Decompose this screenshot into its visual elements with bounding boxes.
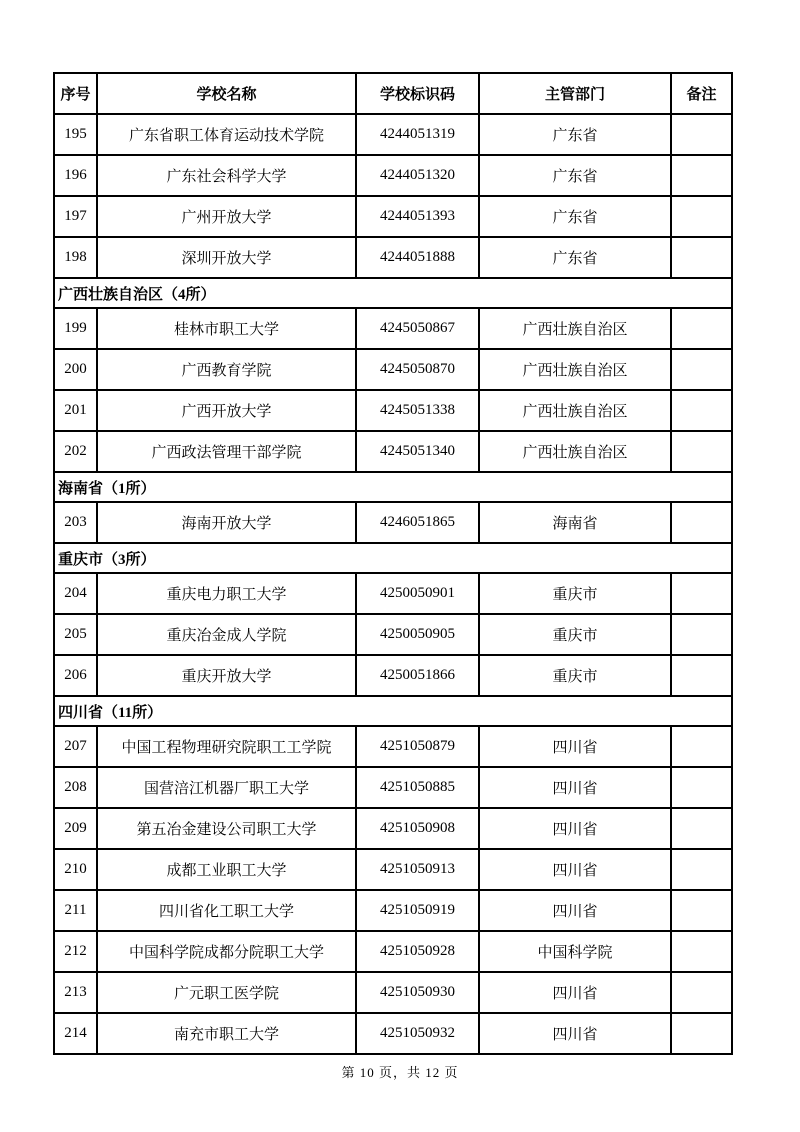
row-number-cell: 212 — [54, 931, 97, 972]
table-row — [54, 502, 732, 543]
note-cell — [671, 502, 732, 543]
school-code-cell: 4244051888 — [356, 237, 479, 278]
school-code-cell: 4244051393 — [356, 196, 479, 237]
row-number-cell: 201 — [54, 390, 97, 431]
dept-cell: 广东省 — [479, 155, 671, 196]
dept-cell: 广东省 — [479, 196, 671, 237]
row-number-cell: 207 — [54, 726, 97, 767]
column-header-note: 备注 — [671, 73, 732, 114]
page-footer: 第 10 页，共 12 页 — [341, 1065, 459, 1080]
dept-cell: 重庆市 — [479, 655, 671, 696]
note-cell — [671, 890, 732, 931]
note-cell — [671, 972, 732, 1013]
school-code-cell: 4245050867 — [356, 308, 479, 349]
dept-cell: 四川省 — [479, 890, 671, 931]
note-cell — [671, 726, 732, 767]
note-cell — [671, 655, 732, 696]
row-number-cell: 214 — [54, 1013, 97, 1054]
dept-cell: 四川省 — [479, 767, 671, 808]
row-number-cell: 208 — [54, 767, 97, 808]
table-row — [54, 237, 732, 278]
school-code-cell: 4250050901 — [356, 573, 479, 614]
note-cell — [671, 196, 732, 237]
dept-cell: 广西壮族自治区 — [479, 390, 671, 431]
school-name-cell: 深圳开放大学 — [97, 237, 356, 278]
table-row — [54, 1013, 732, 1054]
table-header-row — [54, 73, 732, 114]
note-cell — [671, 349, 732, 390]
row-number-cell: 203 — [54, 502, 97, 543]
school-code-cell: 4246051865 — [356, 502, 479, 543]
row-number-cell: 196 — [54, 155, 97, 196]
dept-cell: 四川省 — [479, 1013, 671, 1054]
note-cell — [671, 1013, 732, 1054]
table-row — [54, 155, 732, 196]
section-label: 海南省（1所） — [54, 472, 732, 502]
school-name-cell: 国营涪江机器厂职工大学 — [97, 767, 356, 808]
school-name-cell: 广州开放大学 — [97, 196, 356, 237]
row-number-cell: 200 — [54, 349, 97, 390]
table-row — [54, 931, 732, 972]
dept-cell: 广东省 — [479, 114, 671, 155]
note-cell — [671, 308, 732, 349]
dept-cell: 广西壮族自治区 — [479, 308, 671, 349]
school-code-cell: 4245051340 — [356, 431, 479, 472]
school-code-cell: 4251050908 — [356, 808, 479, 849]
dept-cell: 四川省 — [479, 972, 671, 1013]
table-row — [54, 573, 732, 614]
table-row — [54, 390, 732, 431]
dept-cell: 重庆市 — [479, 614, 671, 655]
note-cell — [671, 155, 732, 196]
note-cell — [671, 808, 732, 849]
table-row — [54, 726, 732, 767]
school-name-cell: 广西教育学院 — [97, 349, 356, 390]
table-row — [54, 114, 732, 155]
section-row — [54, 472, 732, 502]
school-code-cell: 4251050932 — [356, 1013, 479, 1054]
school-name-cell: 重庆电力职工大学 — [97, 573, 356, 614]
column-header-code: 学校标识码 — [356, 73, 479, 114]
school-code-cell: 4245050870 — [356, 349, 479, 390]
dept-cell: 广西壮族自治区 — [479, 349, 671, 390]
table-row — [54, 431, 732, 472]
row-number-cell: 199 — [54, 308, 97, 349]
school-code-cell: 4245051338 — [356, 390, 479, 431]
note-cell — [671, 849, 732, 890]
table-row — [54, 349, 732, 390]
note-cell — [671, 931, 732, 972]
row-number-cell: 209 — [54, 808, 97, 849]
school-code-cell: 4251050879 — [356, 726, 479, 767]
school-name-cell: 广东社会科学大学 — [97, 155, 356, 196]
dept-cell: 四川省 — [479, 849, 671, 890]
school-name-cell: 南充市职工大学 — [97, 1013, 356, 1054]
note-cell — [671, 237, 732, 278]
dept-cell: 广西壮族自治区 — [479, 431, 671, 472]
row-number-cell: 195 — [54, 114, 97, 155]
school-code-cell: 4251050928 — [356, 931, 479, 972]
school-name-cell: 广西政法管理干部学院 — [97, 431, 356, 472]
note-cell — [671, 431, 732, 472]
column-header-dept: 主管部门 — [479, 73, 671, 114]
column-header-no: 序号 — [54, 73, 97, 114]
table-row — [54, 308, 732, 349]
school-name-cell: 四川省化工职工大学 — [97, 890, 356, 931]
section-row — [54, 696, 732, 726]
school-name-cell: 海南开放大学 — [97, 502, 356, 543]
note-cell — [671, 390, 732, 431]
section-label: 四川省（11所） — [54, 696, 732, 726]
school-code-cell: 4251050913 — [356, 849, 479, 890]
school-code-cell: 4251050930 — [356, 972, 479, 1013]
school-name-cell: 广元职工医学院 — [97, 972, 356, 1013]
table-row — [54, 849, 732, 890]
dept-cell: 重庆市 — [479, 573, 671, 614]
section-row — [54, 543, 732, 573]
school-name-cell: 中国工程物理研究院职工工学院 — [97, 726, 356, 767]
school-name-cell: 广东省职工体育运动技术学院 — [97, 114, 356, 155]
dept-cell: 广东省 — [479, 237, 671, 278]
school-table — [53, 72, 733, 1055]
table-row — [54, 767, 732, 808]
school-name-cell: 第五冶金建设公司职工大学 — [97, 808, 356, 849]
row-number-cell: 213 — [54, 972, 97, 1013]
school-name-cell: 广西开放大学 — [97, 390, 356, 431]
school-code-cell: 4250050905 — [356, 614, 479, 655]
school-code-cell: 4244051320 — [356, 155, 479, 196]
section-row — [54, 278, 732, 308]
dept-cell: 四川省 — [479, 808, 671, 849]
row-number-cell: 198 — [54, 237, 97, 278]
table-row — [54, 972, 732, 1013]
table-row — [54, 890, 732, 931]
school-name-cell: 重庆冶金成人学院 — [97, 614, 356, 655]
section-label: 重庆市（3所） — [54, 543, 732, 573]
row-number-cell: 211 — [54, 890, 97, 931]
row-number-cell: 202 — [54, 431, 97, 472]
section-label: 广西壮族自治区（4所） — [54, 278, 732, 308]
note-cell — [671, 767, 732, 808]
note-cell — [671, 573, 732, 614]
dept-cell: 四川省 — [479, 726, 671, 767]
table-row — [54, 196, 732, 237]
row-number-cell: 197 — [54, 196, 97, 237]
school-name-cell: 中国科学院成都分院职工大学 — [97, 931, 356, 972]
table-row — [54, 614, 732, 655]
dept-cell: 中国科学院 — [479, 931, 671, 972]
school-code-cell: 4251050919 — [356, 890, 479, 931]
school-code-cell: 4251050885 — [356, 767, 479, 808]
note-cell — [671, 114, 732, 155]
row-number-cell: 206 — [54, 655, 97, 696]
table-row — [54, 808, 732, 849]
dept-cell: 海南省 — [479, 502, 671, 543]
row-number-cell: 205 — [54, 614, 97, 655]
school-name-cell: 成都工业职工大学 — [97, 849, 356, 890]
note-cell — [671, 614, 732, 655]
school-code-cell: 4250051866 — [356, 655, 479, 696]
table-row — [54, 655, 732, 696]
school-name-cell: 重庆开放大学 — [97, 655, 356, 696]
column-header-name: 学校名称 — [97, 73, 356, 114]
row-number-cell: 210 — [54, 849, 97, 890]
school-code-cell: 4244051319 — [356, 114, 479, 155]
row-number-cell: 204 — [54, 573, 97, 614]
school-name-cell: 桂林市职工大学 — [97, 308, 356, 349]
